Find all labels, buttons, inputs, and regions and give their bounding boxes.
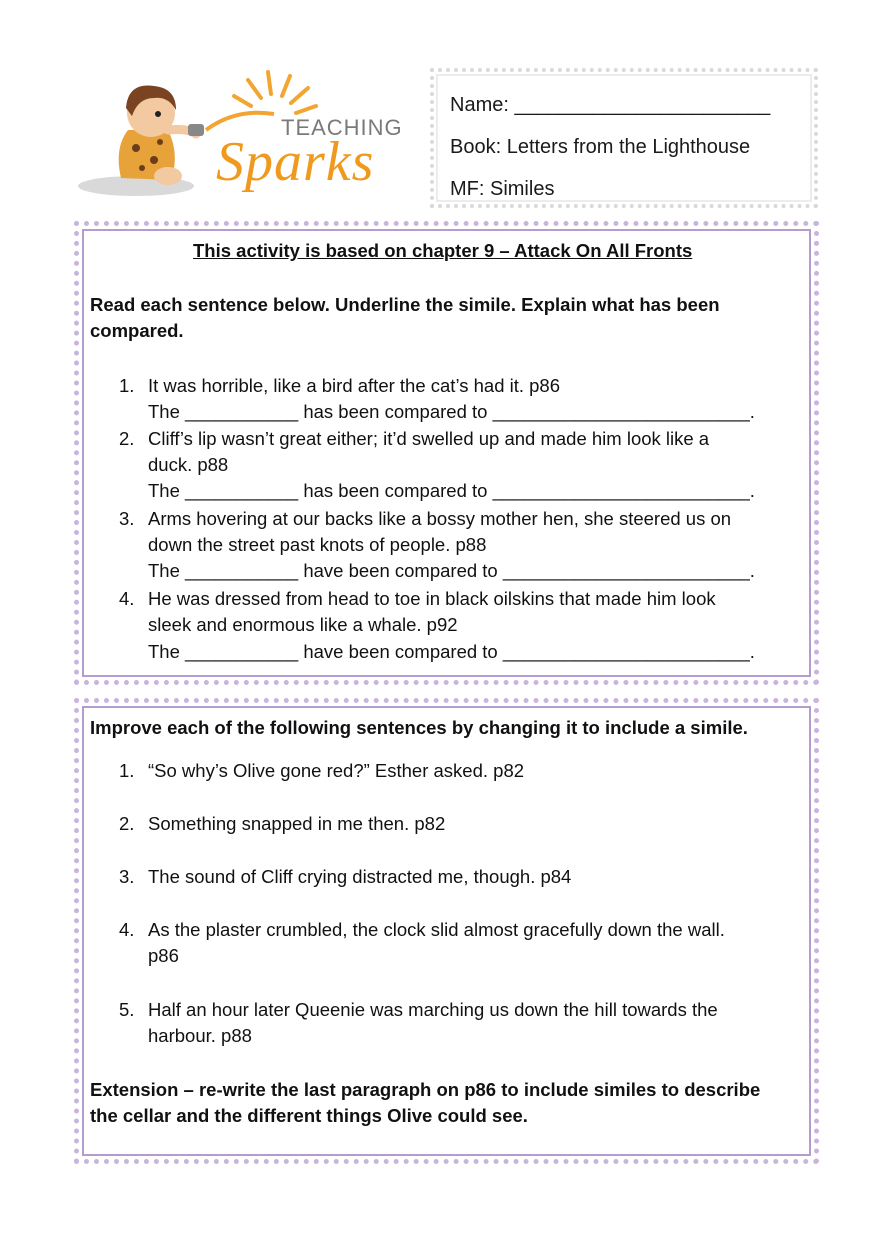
- sentence-line: “So why’s Olive gone red?” Esther asked. p82: [148, 760, 525, 781]
- instruction-line-1: Read each sentence below. Underline the simile. Explain what has been: [90, 294, 720, 315]
- instruction-line-2: compared.: [90, 320, 184, 341]
- sentence-line: harbour. p88: [148, 1025, 252, 1046]
- sentence-line: sleek and enormous like a whale. p92: [148, 614, 458, 635]
- sentence-line: duck. p88: [148, 454, 229, 475]
- sentence-line: The sound of Cliff crying distracted me, though. p84: [148, 866, 572, 887]
- sentence-line: down the street past knots of people. p88: [148, 534, 487, 555]
- sentence-line: He was dressed from head to toe in black oilskins that made him look: [148, 588, 716, 609]
- mf-label: MF: Similes: [450, 178, 555, 200]
- answer-line[interactable]: The ___________ have been compared to ________________________.: [148, 560, 755, 581]
- simile-improvement-section: [74, 698, 819, 1164]
- teaching-sparks-logo: [76, 68, 421, 208]
- sentence-line: Half an hour later Queenie was marching us down the hill towards the: [148, 999, 718, 1020]
- extension-line-1: Extension – re-write the last paragraph on p86 to include similes to describe: [90, 1079, 761, 1100]
- item-number: 1.: [119, 375, 135, 396]
- answer-line[interactable]: The ___________ have been compared to ________________________.: [148, 641, 755, 662]
- student-info-box: [430, 68, 818, 208]
- item-number: 4.: [119, 919, 135, 940]
- item-number: 1.: [119, 760, 135, 781]
- sentence-line: It was horrible, like a bird after the cat’s had it. p86: [148, 375, 561, 396]
- chapter-heading: This activity is based on chapter 9 – Attack On All Fronts: [193, 240, 693, 261]
- sentence-line: As the plaster crumbled, the clock slid almost gracefully down the wall.: [148, 919, 725, 940]
- sentence-line: Cliff’s lip wasn’t great either; it’d swelled up and made him look like a: [148, 428, 710, 449]
- extension-line-2: the cellar and the different things Olive could see.: [90, 1105, 528, 1126]
- sentence-line: Something snapped in me then. p82: [148, 813, 446, 834]
- logo-sparks-text: Sparks: [216, 131, 375, 193]
- item-number: 3.: [119, 508, 135, 529]
- simile-identification-section: [74, 221, 819, 685]
- item-number: 2.: [119, 428, 135, 449]
- answer-line[interactable]: The ___________ has been compared to _________________________.: [148, 401, 755, 422]
- logo-teaching-text: TEACHING: [281, 115, 403, 140]
- sentence-line: p86: [148, 945, 179, 966]
- sentence-line: Arms hovering at our backs like a bossy mother hen, she steered us on: [148, 508, 732, 529]
- item-number: 2.: [119, 813, 135, 834]
- item-number: 4.: [119, 588, 135, 609]
- item-number: 3.: [119, 866, 135, 887]
- answer-line[interactable]: The ___________ has been compared to _________________________.: [148, 480, 755, 501]
- improve-instruction: Improve each of the following sentences by changing it to include a simile.: [90, 717, 748, 738]
- book-label: Book: Letters from the Lighthouse: [450, 136, 751, 158]
- name-field-label[interactable]: Name: _______________________: [450, 94, 771, 116]
- item-number: 5.: [119, 999, 135, 1020]
